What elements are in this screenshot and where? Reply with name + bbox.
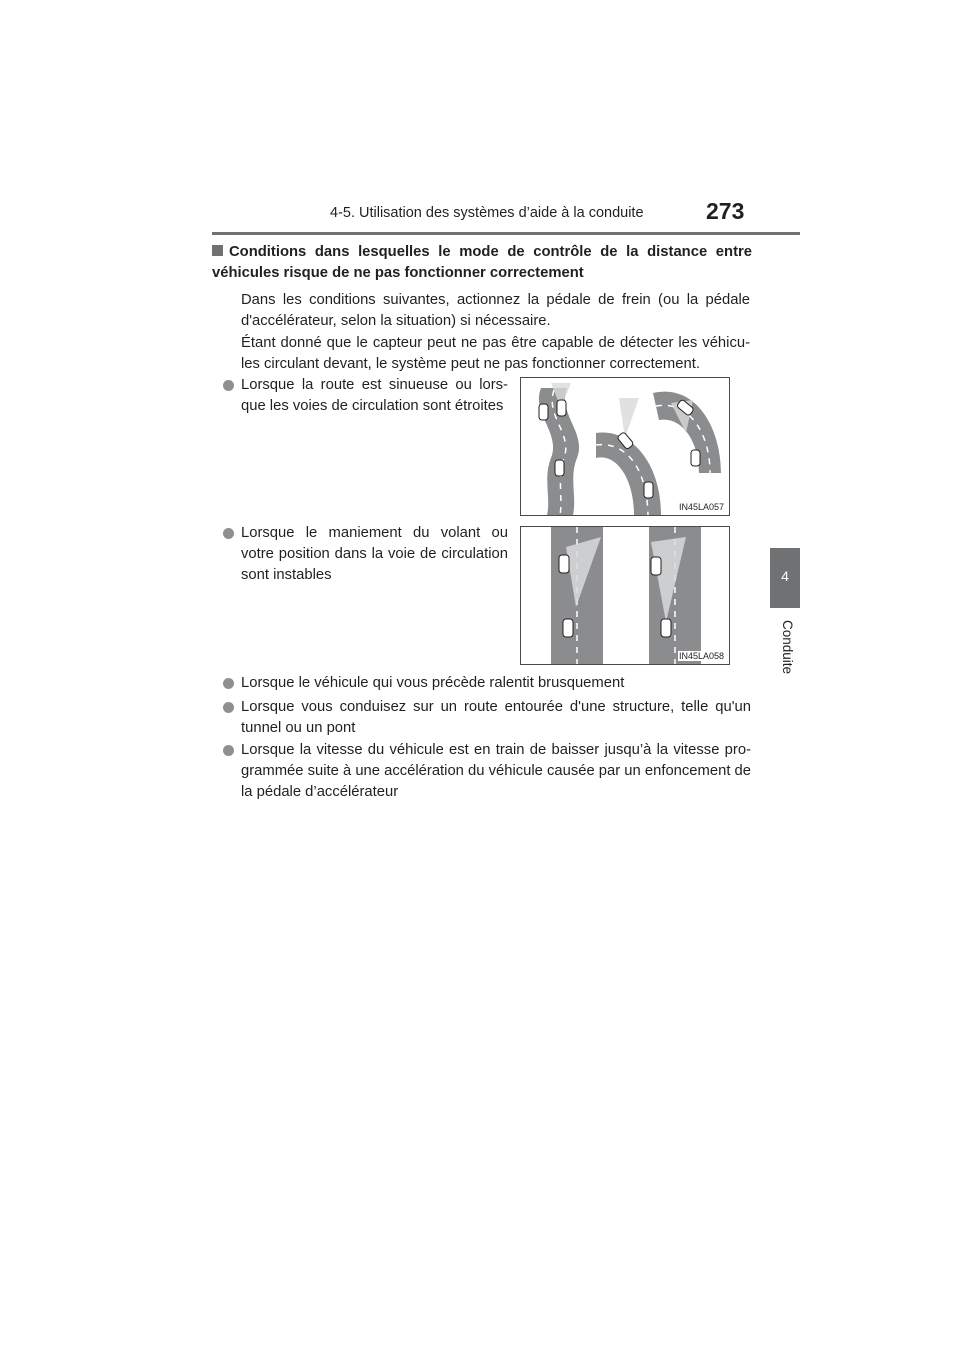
bullet-icon bbox=[223, 702, 234, 713]
header-divider bbox=[212, 232, 800, 235]
list-item bbox=[223, 523, 508, 586]
lane-position-illustration-icon bbox=[521, 527, 729, 664]
paragraph-1: Dans les conditions suivantes, actionnez la pédale de frein (ou la pédale d'accélérateur, selon la situation) si nécessaire. bbox=[241, 292, 750, 329]
section-title: 4-5. Utilisation des systèmes d’aide à la conduite bbox=[330, 205, 644, 221]
figure-lane-position bbox=[520, 526, 730, 665]
list-item bbox=[223, 375, 508, 417]
section-heading-text: Conditions dans lesquelles le mode de contrôle de la distance entre véhicules risque de ne pas fonctionner correctement bbox=[212, 244, 752, 281]
list-item bbox=[223, 697, 751, 739]
figure-code: IN45LA058 bbox=[678, 651, 724, 661]
bullet-icon bbox=[223, 528, 234, 539]
bullet-icon bbox=[223, 678, 234, 689]
page-number: 273 bbox=[706, 198, 745, 224]
list-item-text: Lorsque le véhicule qui vous précède ralentit brusquement bbox=[241, 675, 625, 691]
bullet-icon bbox=[223, 745, 234, 756]
bullet-icon bbox=[223, 380, 234, 391]
list-item-text: Lorsque le maniement du volant ou votre position dans la voie de circulation sont instables bbox=[241, 525, 508, 583]
section-heading bbox=[212, 242, 752, 284]
heading-square-icon bbox=[212, 245, 223, 256]
paragraph-2: Étant donné que le capteur peut ne pas être capable de détecter les véhicu-les circulant devant, le système peut ne pas fonctionner correctement. bbox=[241, 335, 750, 372]
list-item bbox=[223, 673, 751, 694]
figure-code: IN45LA057 bbox=[678, 502, 724, 512]
list-item bbox=[223, 740, 751, 803]
chapter-number: 4 bbox=[781, 568, 789, 584]
list-item-text: Lorsque la route est sinueuse ou lors-que les voies de circulation sont étroites bbox=[241, 377, 508, 414]
list-item-text: Lorsque vous conduisez sur un route entourée d'une structure, telle qu'un tunnel ou un pont bbox=[241, 699, 751, 736]
curved-road-illustration-icon bbox=[521, 378, 729, 515]
figure-curved-roads bbox=[520, 377, 730, 516]
chapter-label: Conduite bbox=[780, 620, 795, 675]
list-item-text: Lorsque la vitesse du véhicule est en train de baisser jusqu’à la vitesse pro-grammée suite à une accélération du véhicule causée par un enfoncement de la pédale d’accélérateur bbox=[241, 742, 751, 800]
